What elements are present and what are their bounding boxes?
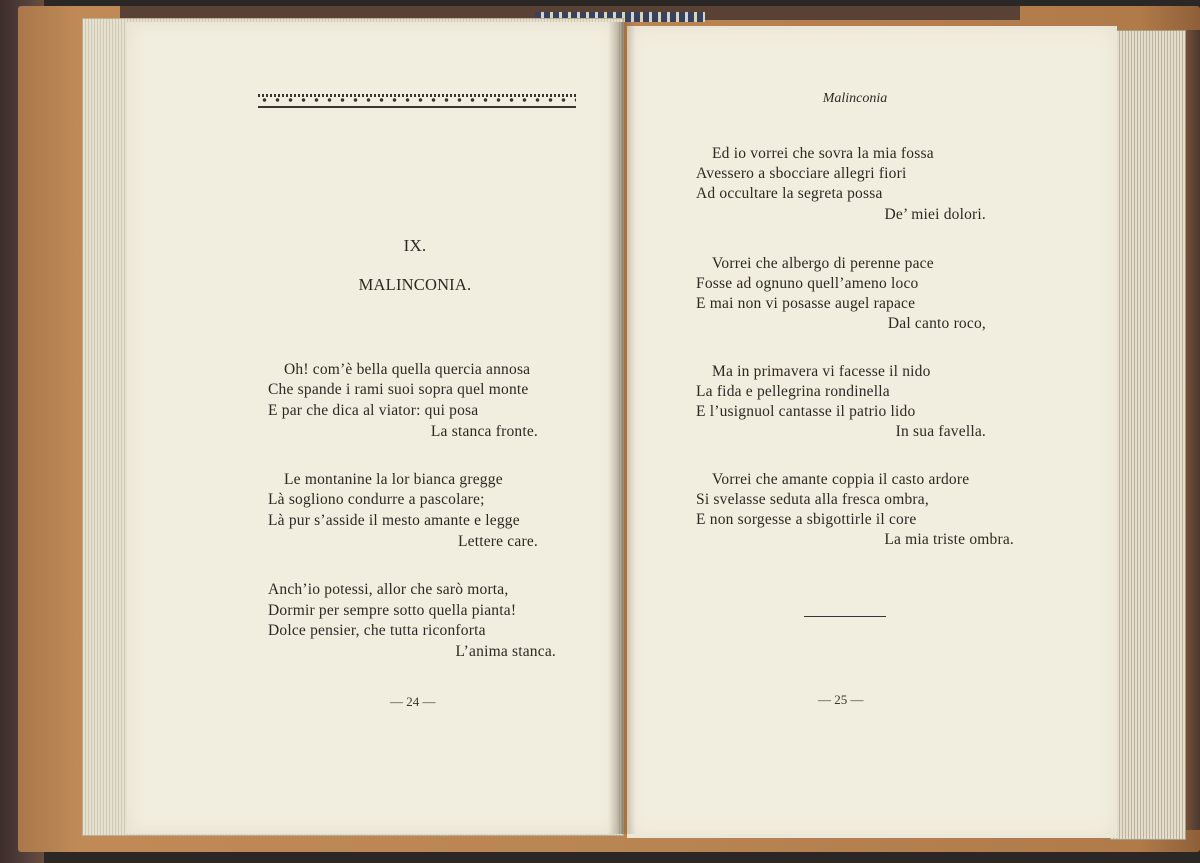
poem-line: L’anima stanca. bbox=[455, 643, 556, 660]
poem-line: Là pur s’asside il mesto amante e legge bbox=[268, 512, 520, 529]
poem-line: Vorrei che albergo di perenne pace bbox=[712, 255, 934, 272]
running-head: Malinconia bbox=[822, 91, 888, 106]
poem-line: E non sorgesse a sbigottirle il core bbox=[696, 511, 917, 528]
poem-line: Ad occultare la segreta possa bbox=[696, 185, 883, 202]
poem-line: Fosse ad ognuno quell’ameno loco bbox=[696, 275, 919, 292]
decorative-ornament-band bbox=[258, 94, 576, 108]
poem-line: Vorrei che amante coppia il casto ardore bbox=[712, 471, 970, 488]
poem-line: E l’usignuol cantasse il patrio lido bbox=[696, 403, 916, 420]
left-page bbox=[127, 22, 617, 834]
poem-line: Avessero a sbocciare allegri fiori bbox=[696, 165, 907, 182]
chapter-title: MALINCONIA. bbox=[358, 275, 472, 294]
book-gutter bbox=[608, 22, 636, 834]
poem-line: Dormir per sempre sotto quella pianta! bbox=[268, 602, 517, 619]
poem-line: In sua favella. bbox=[895, 423, 986, 440]
poem-line: De’ miei dolori. bbox=[884, 206, 986, 223]
page-number-right: — 25 — bbox=[818, 692, 864, 707]
poem-line: Oh! com’è bella quella quercia annosa bbox=[284, 361, 531, 378]
poem-line: Ma in primavera vi facesse il nido bbox=[712, 363, 931, 380]
poem-line: Che spande i rami suoi sopra quel monte bbox=[268, 381, 529, 398]
poem-line: Dal canto roco, bbox=[887, 315, 986, 332]
poem-line: Dolce pensier, che tutta riconforta bbox=[268, 622, 486, 639]
poem-line: Lettere care. bbox=[457, 533, 538, 550]
poem-line: La stanca fronte. bbox=[430, 423, 538, 440]
right-page-stack bbox=[1110, 30, 1186, 840]
poem-line: E par che dica al viator: qui posa bbox=[268, 402, 479, 419]
page-number-left: — 24 — bbox=[390, 694, 436, 709]
poem-line: Le montanine la lor bianca gregge bbox=[284, 471, 503, 488]
poem-line: Anch’io potessi, allor che sarò morta, bbox=[268, 581, 509, 598]
poem-line: Là sogliono condurre a pascolare; bbox=[268, 491, 485, 508]
poem-line: La mia triste ombra. bbox=[884, 531, 1014, 548]
poem-line: La fida e pellegrina rondinella bbox=[696, 383, 890, 400]
poem-line: E mai non vi posasse augel rapace bbox=[696, 295, 916, 312]
poem-line: Si svelasse seduta alla fresca ombra, bbox=[696, 491, 929, 508]
closing-rule bbox=[804, 616, 886, 617]
poem-line: Ed io vorrei che sovra la mia fossa bbox=[712, 145, 934, 162]
chapter-number: IX. bbox=[403, 236, 427, 255]
